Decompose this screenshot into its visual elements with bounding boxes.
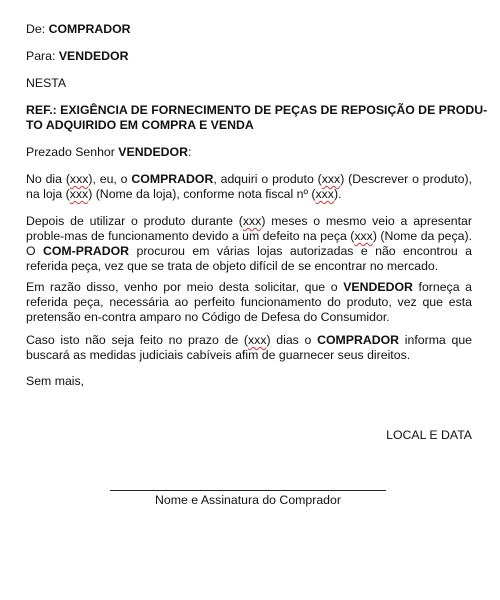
- p1-text-3: , adquiri o produto (: [213, 172, 322, 186]
- greeting-suffix: :: [188, 145, 192, 159]
- greeting-name: VENDEDOR: [118, 145, 188, 159]
- nesta-line: NESTA: [26, 76, 67, 90]
- p2-text-2: ) meses o mesmo veio a apresentar proble-mas de funcionamento devido a um defeito na peça (: [26, 214, 472, 243]
- ref-line-2: TO ADQUIRIDO EM COMPRA E VENDA: [26, 118, 254, 132]
- p3-text-1: Em razão disso, venho por meio desta solicitar, que o: [26, 280, 344, 294]
- p3-text-2: forneça a referida peça, necessária ao perfeito funcionamento do produto, vez que esta pretensão en-contra amparo no Código de Defesa do Consumidor.: [26, 280, 472, 324]
- ref-line-1: REF.: EXIGÊNCIA DE FORNECIMENTO DE PEÇAS DE REPOSIÇÃO DE PRODU-: [26, 103, 488, 117]
- to-line: [26, 49, 129, 64]
- from-line: [26, 22, 131, 37]
- signature-caption: Nome e Assinatura do Comprador: [155, 493, 341, 507]
- p2-bold-1: COM-PRADOR: [42, 244, 130, 258]
- p1-text-2: ), eu, o: [88, 172, 132, 186]
- greeting-prefix: Prezado Senhor: [26, 145, 119, 159]
- from-value: COMPRADOR: [48, 22, 131, 36]
- p4-text-3: informa que buscará as medidas judiciais cabíveis afim de guarnecer seus direitos.: [26, 333, 472, 362]
- paragraph-2: [26, 214, 472, 274]
- to-value: VENDEDOR: [58, 49, 129, 63]
- paragraph-1: [26, 172, 472, 202]
- p1-bold-1: COMPRADOR: [131, 172, 214, 186]
- local-date: LOCAL E DATA: [386, 428, 472, 442]
- p1-placeholder-1: xxx: [69, 172, 89, 186]
- signature-line: [110, 490, 386, 491]
- closing: Sem mais,: [26, 374, 85, 388]
- p4-text-2: ) dias o: [266, 333, 318, 347]
- p1-placeholder-4: xxx: [315, 187, 334, 201]
- p1-text-6: ).: [333, 187, 342, 201]
- greeting: [26, 145, 191, 160]
- p2-text-3: ) (Nome da peça). O: [26, 229, 472, 258]
- to-label: Para:: [26, 49, 59, 63]
- p1-placeholder-3: xxx: [69, 187, 89, 201]
- p2-placeholder-2: xxx: [354, 229, 373, 243]
- p4-bold-1: COMPRADOR: [317, 333, 400, 347]
- p1-text-1: No dia (: [26, 172, 70, 186]
- from-label: De:: [26, 22, 49, 36]
- p1-text-5: ) (Nome da loja), conforme nota fiscal nº (: [88, 187, 316, 201]
- p1-text-4: ) (Descrever o produto), na loja (: [26, 172, 473, 201]
- p3-bold-1: VENDEDOR: [343, 280, 413, 294]
- p2-placeholder-1: xxx: [242, 214, 262, 228]
- p4-text-1: Caso isto não seja feito no prazo de (: [26, 333, 249, 347]
- paragraph-4: [26, 333, 472, 363]
- paragraph-3: [26, 280, 472, 325]
- p4-placeholder-1: xxx: [248, 333, 267, 347]
- p2-text-1: Depois de utilizar o produto durante (: [26, 214, 243, 228]
- p2-text-4: procurou em várias lojas autorizadas e não encontrou a referida peça, vez que se trata de objeto difícil de se encontrar no mercado.: [26, 244, 472, 273]
- p1-placeholder-2: xxx: [321, 172, 341, 186]
